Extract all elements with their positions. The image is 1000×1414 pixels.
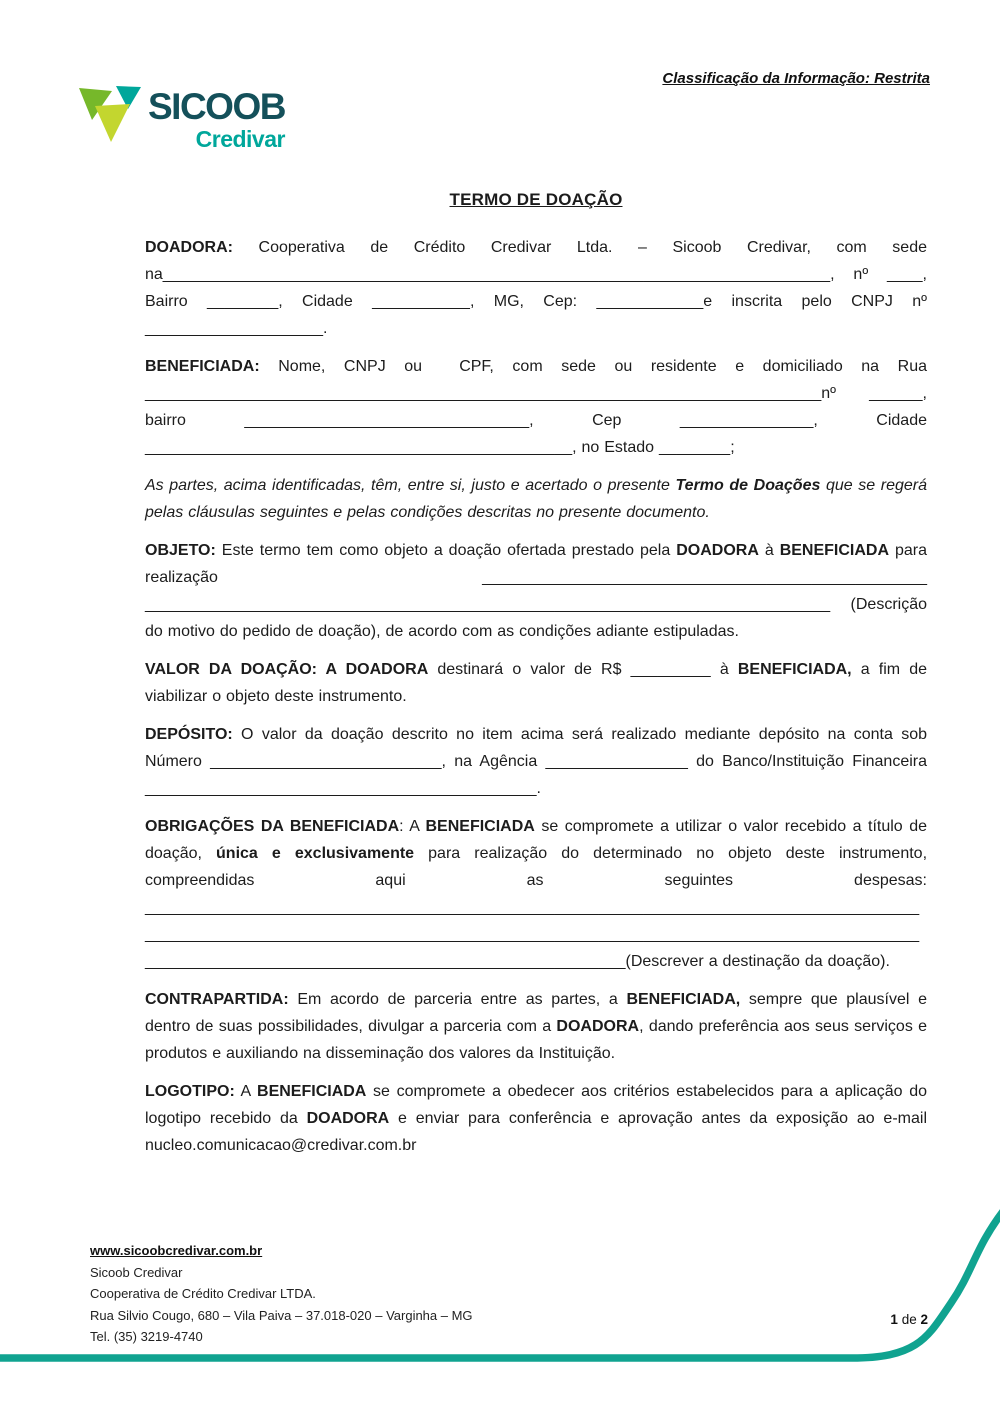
paragraph-logotipo xyxy=(145,1078,927,1159)
text-segment: a fim de viabilizar o objeto deste instrumento. xyxy=(145,661,927,705)
text-segment: CONTRAPARTIDA: xyxy=(145,991,289,1008)
text-segment: BENEFICIADA xyxy=(257,1083,367,1100)
paragraph-doadora xyxy=(145,234,927,342)
sicoob-credivar-logo xyxy=(78,84,285,152)
logo-wordmark xyxy=(148,86,285,152)
paragraph-beneficiada xyxy=(145,353,927,461)
page-number-current: 1 xyxy=(890,1312,898,1327)
document-body xyxy=(145,234,927,1159)
document-title: TERMO DE DOAÇÃO xyxy=(449,190,623,209)
footer-company-name: Sicoob Credivar xyxy=(90,1264,183,1280)
text-segment: que se regerá pelas cláusulas seguintes e pelas condições descritas no presente documento. xyxy=(145,477,928,521)
text-segment: VALOR DA DOAÇÃO: A DOADORA xyxy=(145,661,429,678)
text-segment: OBJETO: xyxy=(145,542,216,559)
text-segment: As partes, acima identificadas, têm, entre si, justo e acertado o presente xyxy=(145,477,676,494)
text-segment: Este termo tem como objeto a doação ofertada prestado pela xyxy=(215,542,677,559)
text-segment: OBRIGAÇÕES DA BENEFICIADA xyxy=(145,818,400,835)
sicoob-triangles-icon xyxy=(78,84,142,150)
text-segment: à xyxy=(758,542,780,559)
text-segment: única e exclusivamente xyxy=(216,845,415,862)
text-segment: , dando preferência aos seus serviços e produtos e auxiliando na disseminação dos valores da Instituição. xyxy=(145,1018,928,1062)
text-segment: para realização __________________________________________________ _____________________________________________________________________________ (Descrição do motivo do pedido de doação), de acordo com as condições adiante estipuladas. xyxy=(145,542,928,640)
page-number-separator: de xyxy=(901,1312,917,1327)
document-content xyxy=(145,190,927,1170)
paragraph-valor-da-doacao xyxy=(145,656,927,710)
text-segment: DOADORA: xyxy=(145,239,233,256)
text-segment: LOGOTIPO: xyxy=(145,1083,235,1100)
text-segment: para realização do determinado no objeto deste instrumento, compreendidas aqui as seguintes despesas: _______________________________________________________________________________________ _______________________________________________________________________________________ ______________________________________________________(Descrever a destinação da doação). xyxy=(145,845,928,970)
text-segment: se compromete a utilizar o valor recebido a título de doação, xyxy=(145,818,927,862)
text-segment: : A xyxy=(399,818,426,835)
classification-label: Classificação da Informação: Restrita xyxy=(662,70,930,87)
footer-website-link[interactable]: www.sicoobcredivar.com.br xyxy=(90,1243,263,1258)
paragraph-preambulo xyxy=(145,472,927,526)
paragraph-objeto xyxy=(145,537,927,645)
text-segment: Cooperativa de Crédito Credivar Ltda. – Sicoob Credivar, com sede na___________________________________________________________________________, nº ____, Bairro ________, Cidade ___________, MG, Cep: ____________e inscrita pelo CNPJ nº ____________________. xyxy=(145,239,927,337)
text-segment: O valor da doação descrito no item acima será realizado mediante depósito na conta sob Número __________________________, na Agência ________________ do Banco/Instituição Financeira ____________________________________________. xyxy=(145,726,927,797)
text-segment: Em acordo de parceria entre as partes, a xyxy=(288,991,627,1008)
text-segment: DOADORA xyxy=(676,542,759,559)
text-segment: BENEFICIADA: xyxy=(145,358,260,375)
text-segment: BENEFICIADA, xyxy=(626,991,741,1008)
text-segment: BENEFICIADA xyxy=(779,542,890,559)
paragraph-deposito xyxy=(145,721,927,802)
page-number-total: 2 xyxy=(920,1312,928,1327)
logo-brand-text: SICOOB xyxy=(148,86,285,127)
text-segment: Termo de Doações xyxy=(675,477,821,494)
text-segment: sempre que plausível e dentro de suas possibilidades, divulgar a parceria com a xyxy=(145,991,927,1035)
text-segment: e enviar para conferência e aprovação antes da exposição ao e-mail nucleo.comunicacao@credivar.com.br xyxy=(145,1110,927,1154)
text-segment: Nome, CNPJ ou CPF, com sede ou residente e domiciliado na Rua ____________________________________________________________________________nº ______, bairro ________________________________, Cep _______________, Cidade ________________________________________________, no Estado ________; xyxy=(145,358,927,456)
logo-subbrand-text: Credivar xyxy=(195,126,285,152)
text-segment: destinará o valor de R$ _________ à xyxy=(428,661,738,678)
footer-company-legal: Cooperativa de Crédito Credivar LTDA. xyxy=(90,1286,316,1301)
footer xyxy=(90,1240,473,1348)
paragraph-obrigacoes-da-beneficiada xyxy=(145,813,927,975)
page-number xyxy=(890,1312,928,1327)
text-segment: BENEFICIADA, xyxy=(737,661,852,678)
text-segment: BENEFICIADA xyxy=(425,818,535,835)
footer-address: Rua Silvio Cougo, 680 – Vila Paiva – 37.018-020 – Varginha – MG xyxy=(90,1307,473,1323)
text-segment: se compromete a obedecer aos critérios estabelecidos para a aplicação do logotipo recebido da xyxy=(145,1083,928,1127)
text-segment: DOADORA xyxy=(556,1018,640,1035)
text-segment: DOADORA xyxy=(306,1110,390,1127)
footer-phone: Tel. (35) 3219-4740 xyxy=(90,1329,203,1344)
paragraph-contrapartida xyxy=(145,986,927,1067)
text-segment: DEPÓSITO: xyxy=(145,726,233,743)
text-segment: A xyxy=(234,1083,258,1100)
